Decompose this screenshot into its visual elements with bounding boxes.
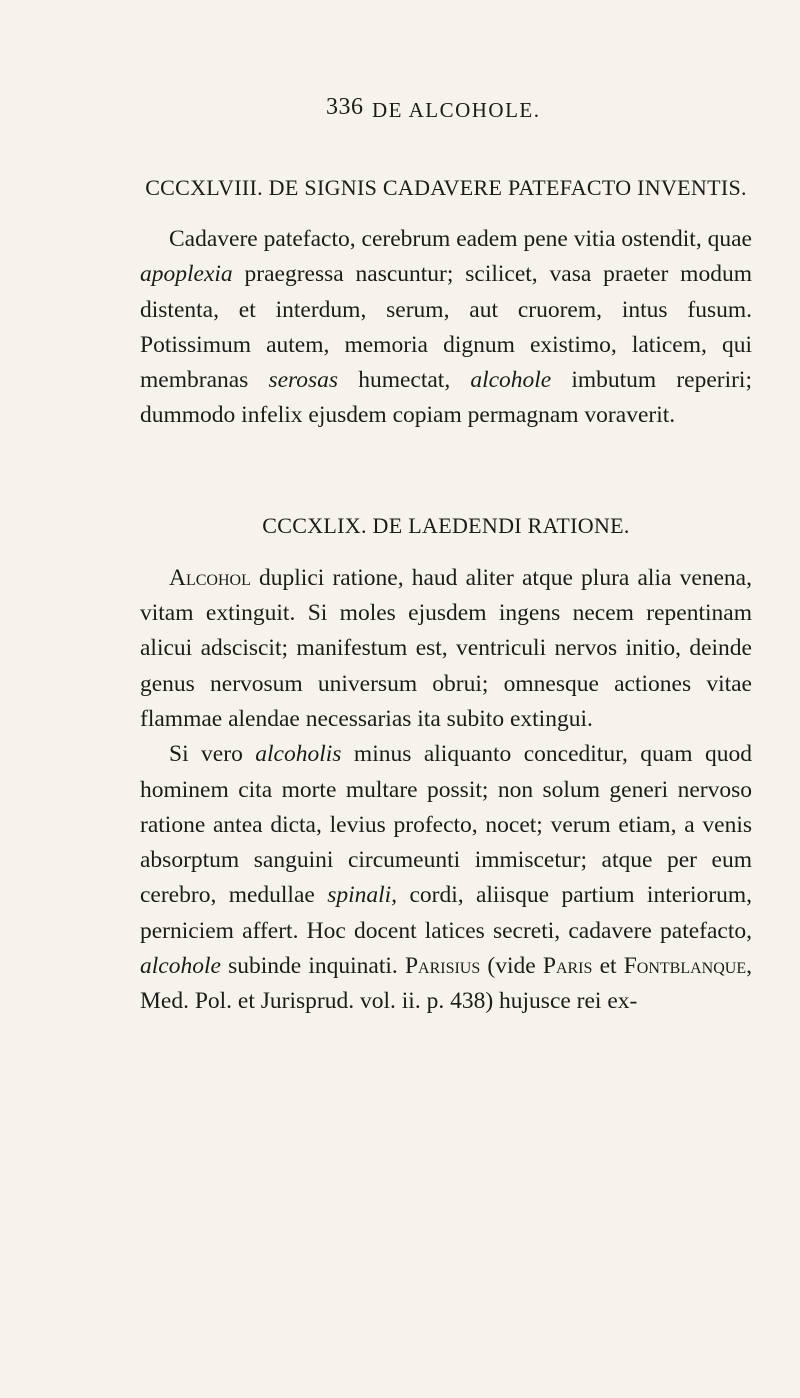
text-run: (vide <box>480 953 543 980</box>
text-run: imbutum reperiri; dummodo infelix ejusdem copiam permagnam voraverit. <box>140 367 752 429</box>
small-caps-name: Fontblanque, <box>623 953 752 980</box>
text-run: Med. Pol. et Jurisprud. vol. ii. p. 438) hujusce rei ex- <box>140 988 638 1015</box>
italic-term: alcohole <box>470 367 552 394</box>
paragraph-alcohol-duplici <box>140 561 752 737</box>
text-run: subinde inquinati. <box>220 953 405 980</box>
italic-term: spinali, <box>327 882 398 909</box>
text-run: duplici ratione, haud aliter atque plura alia venena, vitam extinguit. Si moles ejusdem ingens necem repentinam alicui adsciscit; manifestum est, ventriculi nervos initio, deinde genus nervosum universum obrui; omnesque actiones vitae flammae alendae necessarias ita subito extingui. <box>140 564 752 732</box>
text-run: minus aliquanto conceditur, quam quod hominem cita morte multare possit; non solum generi nervoso ratione antea dicta, levius profecto, nocet; verum etiam, a venis absorptum sanguini circumeunti immiscetur; atque per eum cerebro, medullae <box>140 741 752 909</box>
running-title: DE ALCOHOLE. <box>372 98 541 122</box>
text-run: cordi, aliisque partium interiorum, perniciem affert. Hoc docent latices secreti, cadavere patefacto, <box>140 882 752 944</box>
small-caps-name: Parisius <box>404 953 481 980</box>
text-run: et <box>592 953 624 980</box>
italic-term: serosas <box>268 367 339 394</box>
italic-term: apoplexia <box>140 261 233 288</box>
italic-term: alcohole <box>140 953 221 980</box>
running-head <box>0 94 800 134</box>
text-run: humectat, <box>338 367 471 394</box>
page-number: 336 <box>326 94 364 120</box>
text-run: praegressa nascuntur; scilicet, vasa praeter modum distenta, et interdum, serum, aut cruorem, intus fusum. Potissimum autem, memoria dignum existimo, laticem, qui membranas <box>140 261 752 394</box>
italic-term: alcoholis <box>255 741 342 768</box>
small-caps-term: Alcohol <box>169 564 251 591</box>
text-run: Si vero <box>169 741 256 768</box>
paragraph-cadavere-patefacto <box>140 222 752 434</box>
section-heading-cccxlix: CCCXLIX. DE LAEDENDI RATIONE. <box>262 512 630 538</box>
text-run: Cadavere patefacto, cerebrum eadem pene vitia ostendit, quae <box>169 226 752 252</box>
paragraph-si-vero <box>140 737 752 1019</box>
section-heading-cccxlviii: CCCXLVIII. DE SIGNIS CADAVERE PATEFACTO INVENTIS. <box>145 175 747 200</box>
small-caps-name: Paris <box>542 953 593 980</box>
text-block <box>140 170 752 1020</box>
